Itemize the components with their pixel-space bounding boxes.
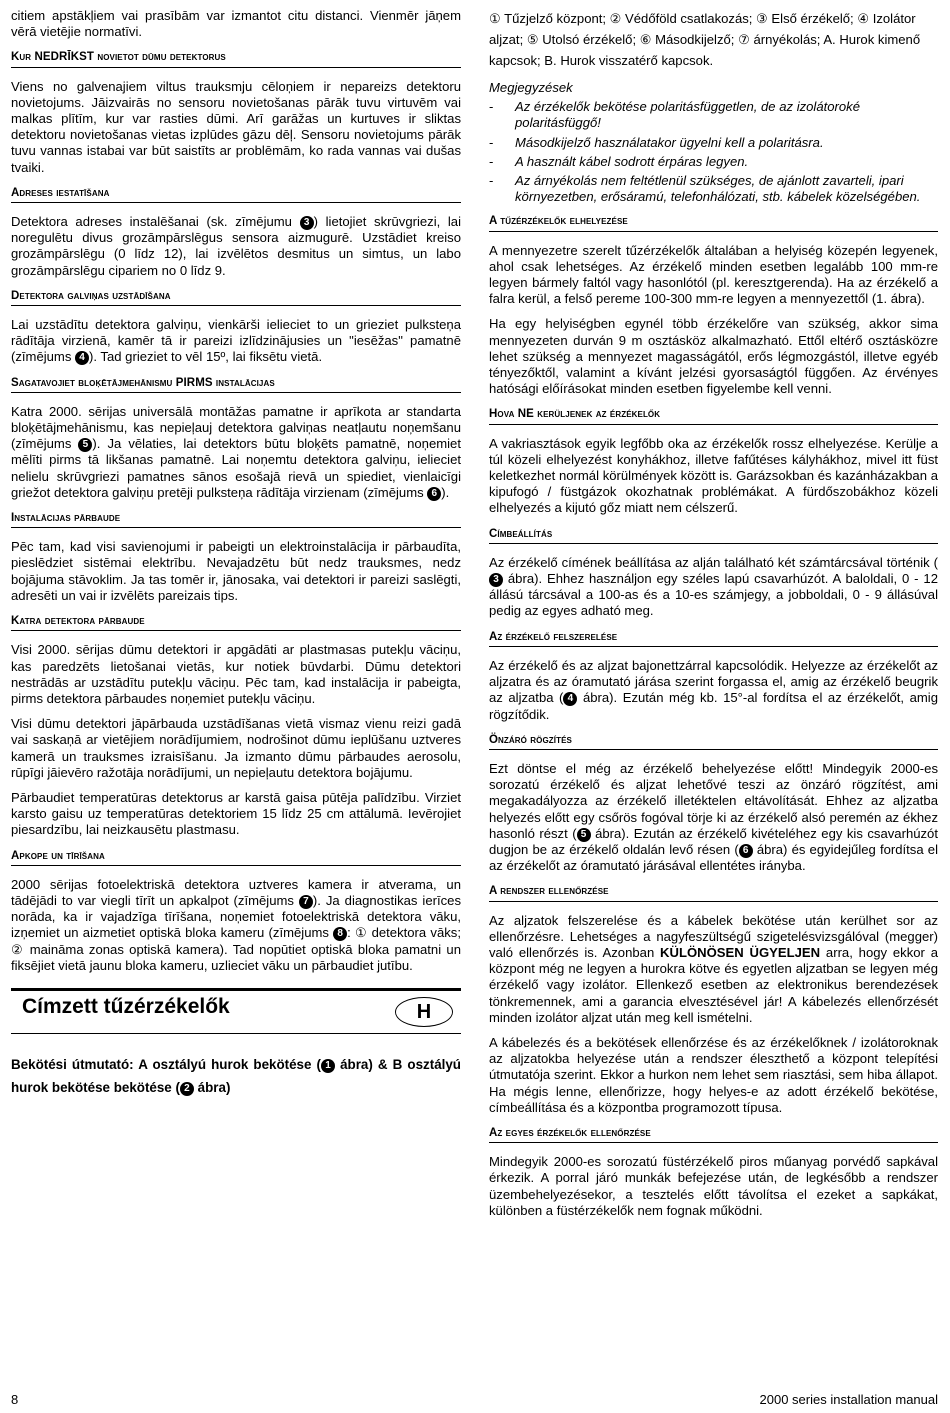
- paragraph: 2000 sērijas fotoelektriskā detektora uztveres kamera ir atverama, un tādējādi to var viegli tīrīt un apkalpot (zīmējums 7 ). Ja diagnostikas ierīces norāda, ka ir vajadzīga tīrīšana, noņemiet fotoelektriskā detektora vāku, izņemiet un aizmetiet optiskā bloka kameru (zīmējums 8 : ① detektora vāks; ② maināma zonas optiskā kamera). Tad nopūtiet optiskā bloka pamatni un fiksējiet vietā jaunu bloka kameru, uzlieciet vāku un pārbaudiet jutību.: [11, 876, 461, 973]
- page-number: 8: [11, 1392, 19, 1407]
- section-heading: Instalācijas pārbaude: [11, 510, 461, 528]
- paragraph: A kábelezés és a bekötések ellenőrzése és az érzékelőknek / izolátoroknak az aljzatokba helyezése után a rendszer éleszthető a központ telepítési útmutatója szerint. Ekkor a hurkon nem lehet sem riasztási, sem hiba állapot. Ha mégis lenne, ellenőrizze, hogy helyes-e az adott érzékelő bekötése, címbeállítása és a központba programozott típusa.: [489, 1034, 938, 1115]
- language-section-banner: [11, 988, 461, 1034]
- list-item: - Másodkijelző használatakor ügyelni kell a polaritásra.: [489, 135, 938, 151]
- figure-number-icon: 6: [427, 487, 441, 501]
- figure-number-icon: 8: [333, 927, 347, 941]
- figure-number-icon: 2: [180, 1082, 194, 1096]
- figure-number-icon: 4: [75, 351, 89, 365]
- paragraph: Viens no galvenajiem viltus trauksmju cēloņiem ir nepareizs detektoru novietojums. Jāizvairās no sensoru novietošanas pārāk tuvu virtuvēm vai malkas plītīm, kur var rasties dūmi. Arī garāžas un kurtuves ir sliktas detektoru novietošanas vietas izplūdes gāzu dēļ. Sensoru novietojums pārāk tuvu vannas istabai var būt saistīts ar problēmām, ko rada vannas vai dušas tvaiki.: [11, 78, 461, 175]
- section-heading: Hova NE kerüljenek az érzékelők: [489, 406, 938, 424]
- language-badge: H: [395, 997, 453, 1027]
- right-column: [489, 8, 938, 1228]
- section-heading: Az egyes érzékelők ellenőrzése: [489, 1125, 938, 1143]
- paragraph: Ezt döntse el még az érzékelő behelyezése előtt! Mindegyik 2000-es sorozatú érzékelő és aljzat lehetővé teszi az önzáró rögzítést, ami megakadályozza az érzékelő illetéktelen eltávolítását. Ehhez az aljzatba helyezés előtt egy csőrös fogóval törje ki az érzékelő alsó peremén az ékhez hasonló részt ( 5 ábra). Ezután az érzékelő kivételéhez egy kis csavarhúzót dugjon be az érzékelő oldalán levő résen ( 6 ábra) és egyidejűleg fordítsa el az érzékelőt az óramutató járásával ellentétes irányba.: [489, 760, 938, 874]
- section-heading: Kur NEDRĪKST novietot dūmu detektorus: [11, 49, 461, 67]
- paragraph: Lai uzstādītu detektora galviņu, vienkārši ielieciet to un grieziet pulksteņa rādītāja virzienā, kamēr tā ir pareizi izlīdzinājusies un "iesēžas" pamatnē (zīmējums 4 ). Tad grieziet to vēl 15º, lai fiksētu vietā.: [11, 317, 461, 365]
- section-heading: Sagatavojiet bloķētājmehānismu PIRMS instalācijas: [11, 375, 461, 393]
- paragraph: citiem apstākļiem vai prasībām var izmantot citu distanci. Vienmēr jāņem vērā vietējie normatīvi.: [11, 8, 461, 40]
- manual-title: 2000 series installation manual: [759, 1392, 938, 1407]
- figure-number-icon: 5: [577, 828, 591, 842]
- paragraph: Pārbaudiet temperatūras detektorus ar karstā gaisa pūtēja palīdzību. Virziet karsto gaisu uz temperatūras detektoriem 15 līdz 25 cm attālumā. Ievērojiet piesardzību, lai neizkausētu plastmasu.: [11, 789, 461, 838]
- section-heading: Önzáró rögzítés: [489, 732, 938, 750]
- paragraph: Visi 2000. sērijas dūmu detektori ir apgādāti ar plastmasas putekļu vāciņu, kas paredzēts lietošanai vietās, kur notiek būvdarbi. Dūmu detektori nestrādās ar uzstādītu putekļu vāciņu. Pēc tam, kad instalācija ir pabeigta, pirms detektora pārbaudes noņemiet putekļu vāciņu.: [11, 642, 461, 706]
- list-item: - A használt kábel sodrott érpáras legyen.: [489, 154, 938, 170]
- section-heading: Címbeállítás: [489, 526, 938, 544]
- list-item: - Az érzékelők bekötése polaritásfüggetlen, de az izolátoroké polaritásfüggő!: [489, 99, 938, 131]
- figure-number-icon: 7: [299, 895, 313, 909]
- paragraph: Ha egy helyiségben egynél több érzékelőre van szükség, akkor sima mennyezeten durván 9 m osztásköz alkalmazható. Ettől eltérő osztásközre lehet szükség a mennyezet magasságától, erős légmozgástól, illetve egyéb tényezőktől, valamint a kívánt jelzési gyorsaságtól függően. Az érvényes hatósági előírásokat minden esetben figyelembe kell venni.: [489, 316, 938, 397]
- left-column: [11, 8, 461, 1108]
- section-heading: A tűzérzékelők elhelyezése: [489, 213, 938, 231]
- section-heading: Adreses iestatīšana: [11, 185, 461, 203]
- paragraph: A mennyezetre szerelt tűzérzékelők általában a helyiség közepén legyenek, ahol csak lehetséges. Az érzékelő minden esetben legalább 100 mm-re legyen bármely faltól vagy hasonlótól (pl. keresztgerenda). Ha az érzékelő a falra kerül, a felső pereme 100-300 mm-re legyen a mennyezettől (1. ábra).: [489, 242, 938, 307]
- notes-title: Megjegyzések: [489, 80, 573, 95]
- paragraph: Detektora adreses instalēšanai (sk. zīmējumu 3 ) lietojiet skrūvgriezi, lai noregulētu divus grozāmpārslēgus sensora aizmugurē. Uzstādiet kreiso grozāmpārslēgu (0 līdz 12), lai izvēlētos desmitus un simtus, un labo grozāmpārslēgu cipariem no 0 līdz 9.: [11, 214, 461, 278]
- figure-number-icon: 1: [321, 1059, 335, 1073]
- paragraph: Katra 2000. sērijas universālā montāžas pamatne ir aprīkota ar standarta bloķētājmehānismu, kas nepieļauj detektora galviņas neatļautu noņemšanu (zīmējums 5 ). Ja vēlaties, lai detektors būtu bloķēts pamatnē, noņemiet mēlīti pirms tā likšanas pamatnē. Lai noņemtu detektora galviņu, ielieciet nelielu skrūvgriezi pamatnes sānos esošajā rievā un spiediet, vienlaicīgi griežot detektora galviņu pretēji pulksteņa rādītāja virzienam (zīmējums 6 ).: [11, 403, 461, 500]
- section-heading: Detektora galviņas uzstādīšana: [11, 288, 461, 306]
- figure-number-icon: 6: [739, 844, 753, 858]
- notes-list: [489, 99, 938, 205]
- figure-legend: ① Tűzjelző központ; ② Védőföld csatlakozás; ③ Első érzékelő; ④ Izolátor aljzat; ⑤ Utolsó érzékelő; ⑥ Másodkijelző; ⑦ árnyékolás; A. Hurok kimenő kapcsok; B. Hurok visszatérő kapcsok.: [489, 11, 921, 68]
- section-heading: Katra detektora pārbaude: [11, 613, 461, 631]
- section-heading: Az érzékelő felszerelése: [489, 629, 938, 647]
- paragraph: A vakriasztások egyik legfőbb oka az érzékelők rossz elhelyezése. Kerülje a túl közeli elhelyezést konyhákhoz, illetve fafűtéses kályhákhoz, mivel itt füst keletkezhet normál körülmények között is. Garázsokban és kazánházakban a kipufogó / füstgázok okozhatnak problémákat. A fürdőszobákhoz közeli elhelyezés a kijutó gőz miatt nem célszerű.: [489, 435, 938, 516]
- paragraph: Az aljzatok felszerelése és a kábelek bekötése után kerülhet sor az ellenőrzésre. Lehetséges a nagyfeszültségű szigetelésvizsgálóval (megger) való ellenőrzés is. Azonban KÜLÖNÖSEN ÜGYELJEN arra, hogy ekkor a központ még ne legyen a hurokra kötve és egyetlen aljzatban se legyen még érzékelő vagy izolátor. Ellenkező esetben az elektronikus berendezések tönkremennek, ami a garancia elvesztésével jár! A kábelezés ellenőrzését minden izolátor aljzat után meg kell ismételni.: [489, 912, 938, 1025]
- figure-number-icon: 4: [563, 692, 577, 706]
- section-heading: Apkope un tīrīšana: [11, 848, 461, 866]
- paragraph: Mindegyik 2000-es sorozatú füstérzékelő piros műanyag porvédő sapkával érkezik. A porral járó munkák befejezése után, de legkésőbb a rendszer üzembehelyezésekor, a tesztelés előtt távolítsa el ezeket a sapkákat, különben a füstérzékelők nem fognak működni.: [489, 1154, 938, 1218]
- paragraph: Az érzékelő és az aljzat bajonettzárral kapcsolódik. Helyezze az érzékelőt az aljzatra és az óramutató járása szerint forgassa el, amig az érzékelő beugrik az aljzatba ( 4 ábra). Ezután még kb. 15°-al fordítsa el az érzékelőt, amig rögzítődik.: [489, 657, 938, 722]
- wiring-guide-heading: Bekötési útmutató: A osztályú hurok bekötése ( 1 ábra) & B osztályú hurok bekötése bekötése ( 2 ábra): [11, 1056, 461, 1095]
- figure-number-icon: 3: [300, 216, 314, 230]
- list-item: - Az árnyékolás nem feltétlenül szükséges, de ajánlott zavarteli, ipari környezetben, erősáramú, telefonhálózati, stb. kábelek közelségében.: [489, 173, 938, 205]
- figure-number-icon: 5: [78, 438, 92, 452]
- paragraph: Visi dūmu detektori jāpārbauda uzstādīšanas vietā vismaz vienu reizi gadā vai saskaņā ar vietējiem norādījumiem, nodrošinot dūmu ieplūšanu uztveres kamerā un trauksmes izraisīšanu. Ja izmanto dūmu pārbaudes aerosolu, rūpīgi jāievēro ražotāja norādījumi, un nepieļautu detektora bojājumu.: [11, 716, 461, 780]
- paragraph: Az érzékelő címének beállítása az alján található két számtárcsával történik (3 ábra). Ehhez használjon egy széles lapú csavarhúzót. A baloldali, 0 - 12 állású tárcsával a 100-as és a 10-es számjegy, a jobboldali, 0 - 9 állásúval pedig az egyes adható meg.: [489, 554, 938, 619]
- figure-number-icon: 3: [489, 573, 503, 587]
- section-heading: A rendszer ellenőrzése: [489, 883, 938, 901]
- paragraph: Pēc tam, kad visi savienojumi ir pabeigti un elektroinstalācija ir pārbaudīta, pieslēdziet sistēmai elektrību. Nevajadzētu būt nedz trauksmes, nedz bojājuma stāvoklim. Ja tas tomēr ir, jānosaka, vai detektori ir pareizi saslēgti, adresēti un vai ir izvēlēts pareizais tips.: [11, 539, 461, 603]
- banner-title: Címzett tűzérzékelők: [22, 994, 230, 1018]
